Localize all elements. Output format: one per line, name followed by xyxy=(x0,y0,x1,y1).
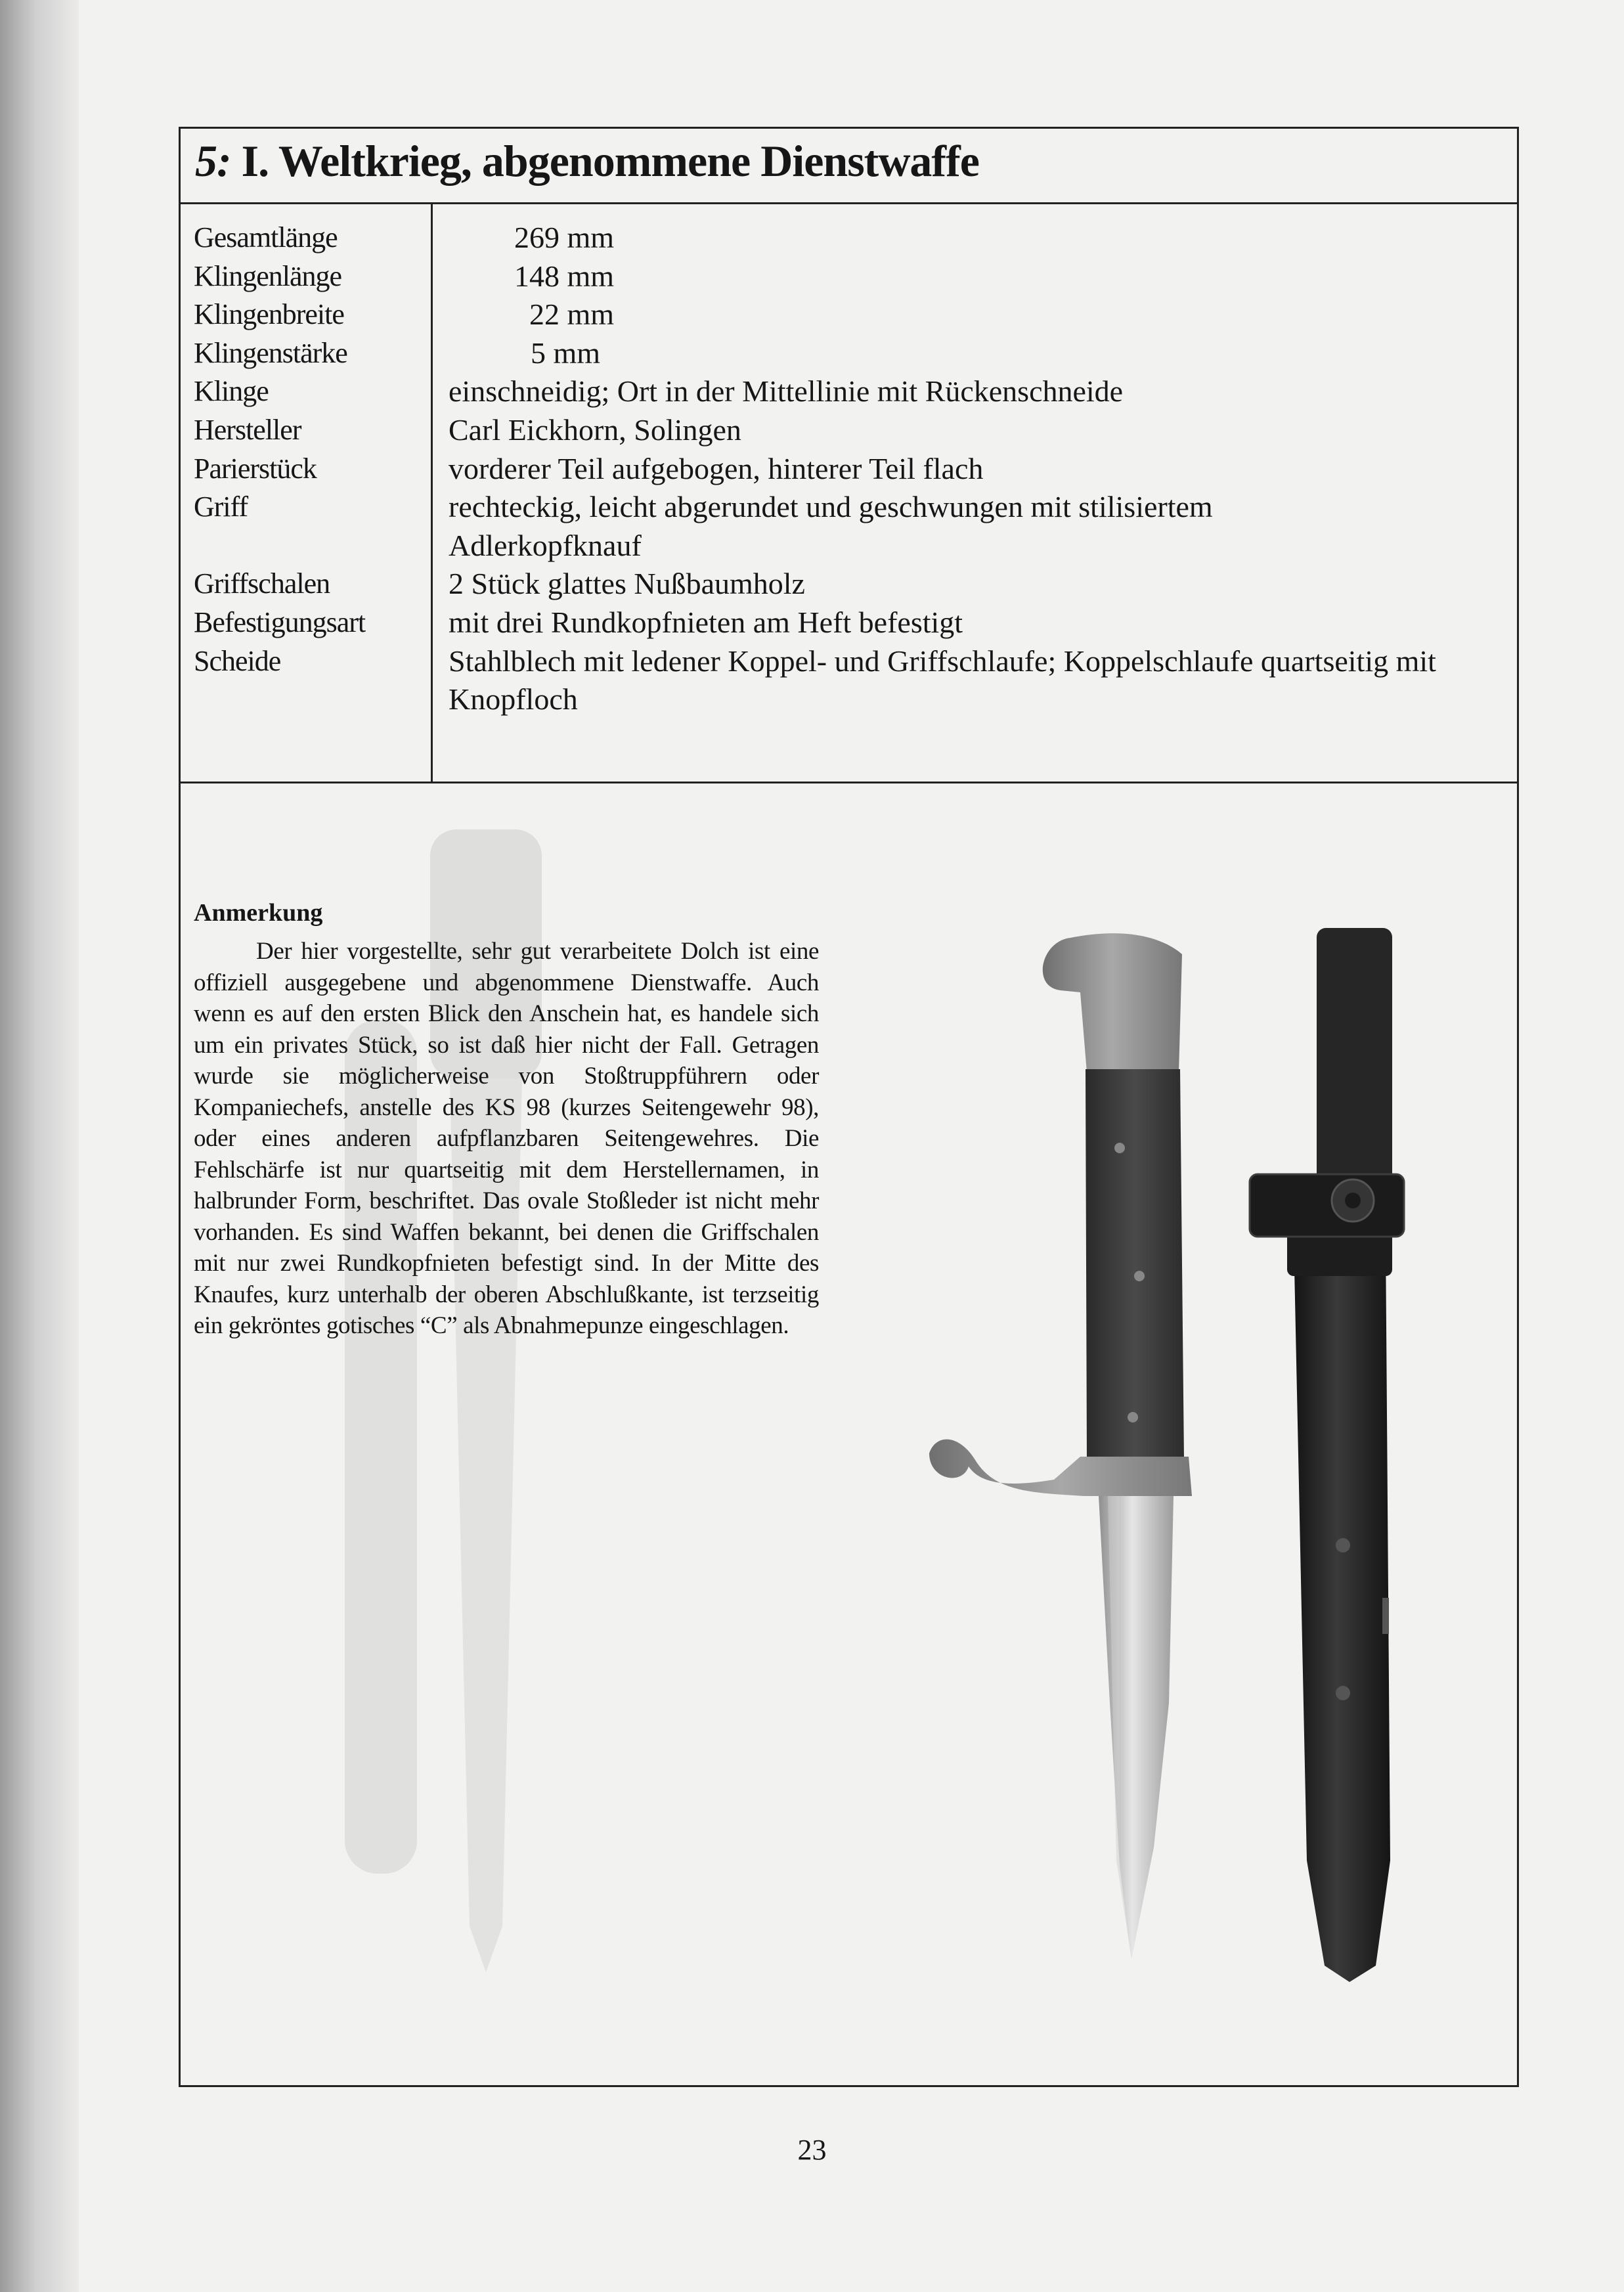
spec-value-scheide: Stahlblech mit ledener Koppel- und Griffschlaufe; Koppelschlaufe quartseitig mit Knopfloch xyxy=(449,644,1436,716)
spec-label: Klingenbreite xyxy=(194,298,344,331)
spec-label: Klingenstärke xyxy=(194,336,347,369)
spec-label: Klingenlänge xyxy=(194,259,342,292)
spec-label-spacer xyxy=(194,527,365,565)
scabbard xyxy=(1250,928,1404,1982)
dagger xyxy=(929,933,1192,1959)
dagger-and-scabbard-photo xyxy=(923,915,1481,2005)
spec-label: Gesamtlänge xyxy=(194,221,338,253)
spec-label: Griffschalen xyxy=(194,567,330,600)
spec-label-column xyxy=(194,219,365,680)
spec-label: Hersteller xyxy=(194,413,301,446)
spec-label: Parierstück xyxy=(194,452,317,485)
spec-value-klingenbreite: 22 mm xyxy=(529,298,615,332)
spec-value-hersteller: Carl Eickhorn, Solingen xyxy=(449,412,741,447)
entry-number: 5: xyxy=(195,136,231,186)
spec-value-griffschalen: 2 Stück glattes Nußbaumholz xyxy=(449,567,805,601)
spec-label: Griff xyxy=(194,491,248,523)
spec-label: Klinge xyxy=(194,375,269,408)
note-body: Der hier vorgestellte, sehr gut verarbeitete Dolch ist eine offiziell ausgegebene und abgenommene Dienstwaffe. Auch wenn es auf den ersten Blick den Anschein hat, es handele sich um ein privates Stück, so ist daß hier nicht der Fall. Getragen wurde sie möglicherweise von Stoßtruppführern oder Kompaniechefs, anstelle des KS 98 (kurzes Seitengewehr 98), oder eines anderen aufpflanzbaren Seitengewehres. Die Fehlschärfe ist nur quartseitig mit dem Herstellernamen, in halbrunder Form, beschriftet. Das ovale Stoßleder ist nicht mehr vorhanden. Es sind Waffen bekannt, bei denen die Griffschalen mit nur zwei Rundkopfnieten befestigt sind. In der Mitte des Knaufes, kurz unterhalb der oberen Abschlußkante, ist terzseitig ein gekröntes gotisches “C” als Abnahmepunze eingeschlagen. xyxy=(194,938,819,1339)
spec-value-klingenlaenge: 148 mm xyxy=(514,259,615,293)
spec-value-gesamtlaenge: 269 mm xyxy=(514,221,615,254)
title-bar xyxy=(181,129,1517,204)
entry-frame xyxy=(179,127,1519,2087)
note-heading: Anmerkung xyxy=(194,899,323,927)
spec-value-klingenstaerke: 5 mm xyxy=(531,336,601,370)
column-divider xyxy=(431,204,433,782)
spec-value-column xyxy=(449,219,1506,719)
spec-value-parierstueck: vorderer Teil aufgebogen, hinterer Teil flach xyxy=(449,451,984,485)
spec-value-griff-continued: Adlerkopfknauf xyxy=(449,528,642,562)
note-and-photo-section xyxy=(181,783,1517,2087)
spec-value-klinge: einschneidig; Ort in der Mittellinie mit Rückenschneide xyxy=(449,374,1124,408)
entry-title-text: I. Weltkrieg, abgenommene Dienstwaffe xyxy=(241,136,979,186)
spec-label: Scheide xyxy=(194,644,281,677)
spec-value-griff: rechteckig, leicht abgerundet und geschwungen mit stilisiertem xyxy=(449,490,1213,524)
book-spine-shadow xyxy=(0,0,79,2292)
entry-title xyxy=(195,135,979,187)
specification-table xyxy=(181,204,1517,783)
page-number: 23 xyxy=(797,2134,827,2166)
spec-label: Befestigungsart xyxy=(194,606,366,638)
spec-value-befestigungsart: mit drei Rundkopfnieten am Heft befestigt xyxy=(449,605,963,639)
